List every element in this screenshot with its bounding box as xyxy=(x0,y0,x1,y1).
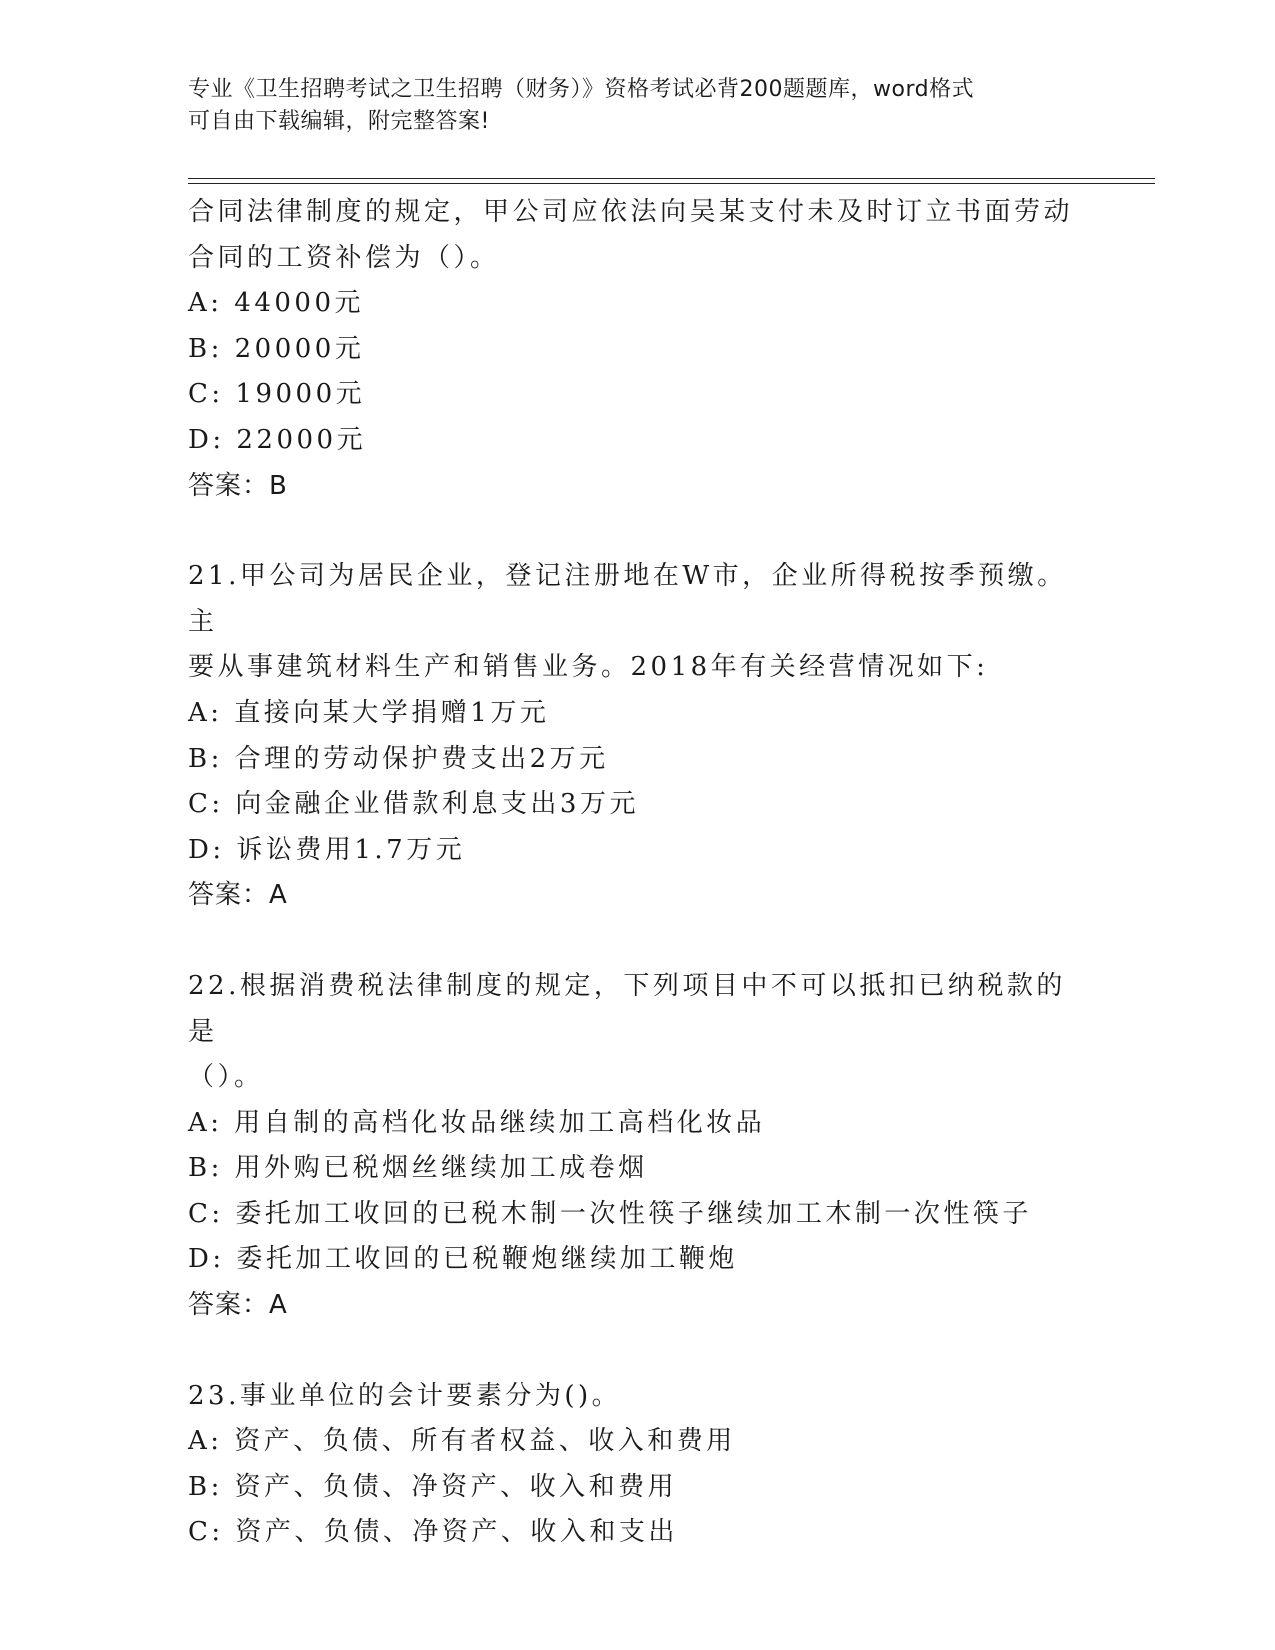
option-c: C: 19000元 xyxy=(188,379,366,410)
option-a: A: 44000元 xyxy=(188,288,365,319)
option-d: D: 22000元 xyxy=(188,424,367,455)
question-20-continued xyxy=(188,190,1088,509)
page-header xyxy=(188,74,1088,138)
option-b: B: 合理的劳动保护费支出2万元 xyxy=(188,743,609,774)
question-22 xyxy=(188,964,1088,1329)
header-line-1: 专业《卫生招聘考试之卫生招聘（财务）》资格考试必背200题题库，word格式 xyxy=(188,77,975,102)
option-a: A: 直接向某大学捐赠1万元 xyxy=(188,697,550,728)
header-rule-bottom xyxy=(188,183,1155,184)
question-stem-line: 合同法律制度的规定，甲公司应依法向吴某支付未及时订立书面劳动 xyxy=(188,197,1074,227)
option-d: D: 诉讼费用1.7万元 xyxy=(188,834,466,865)
question-stem-line: 22.根据消费税法律制度的规定，下列项目中不可以抵扣已纳税款的是 xyxy=(188,970,1066,1047)
answer-line: 答案：A xyxy=(188,880,288,911)
option-b: B: 20000元 xyxy=(188,333,365,364)
option-a: A: 用自制的高档化妆品继续加工高档化妆品 xyxy=(188,1107,766,1138)
question-stem-line: 要从事建筑材料生产和销售业务。2018年有关经营情况如下: xyxy=(188,652,989,683)
question-stem-line: 21.甲公司为居民企业，登记注册地在W市，企业所得税按季预缴。主 xyxy=(188,561,1067,637)
question-stem-line: （）。 xyxy=(188,1062,264,1093)
answer-line: 答案：B xyxy=(188,470,288,501)
option-b: B: 资产、负债、净资产、收入和费用 xyxy=(188,1471,678,1502)
question-23 xyxy=(188,1374,1088,1556)
option-a: A: 资产、负债、所有者权益、收入和费用 xyxy=(188,1426,736,1457)
option-b: B: 用外购已税烟丝继续加工成卷烟 xyxy=(188,1153,648,1184)
question-stem-line: 合同的工资补偿为（）。 xyxy=(188,242,500,273)
option-c: C: 资产、负债、净资产、收入和支出 xyxy=(188,1517,678,1548)
question-list xyxy=(188,190,1088,1556)
option-c: C: 委托加工收回的已税木制一次性筷子继续加工木制一次性筷子 xyxy=(188,1198,1032,1229)
answer-line: 答案：A xyxy=(188,1290,288,1321)
option-c: C: 向金融企业借款利息支出3万元 xyxy=(188,789,639,820)
question-stem-line: 23.事业单位的会计要素分为()。 xyxy=(188,1380,622,1411)
question-21 xyxy=(188,554,1088,919)
option-d: D: 委托加工收回的已税鞭炮继续加工鞭炮 xyxy=(188,1244,738,1275)
header-line-2: 可自由下载编辑，附完整答案! xyxy=(188,109,490,134)
header-rule-top xyxy=(188,178,1155,179)
